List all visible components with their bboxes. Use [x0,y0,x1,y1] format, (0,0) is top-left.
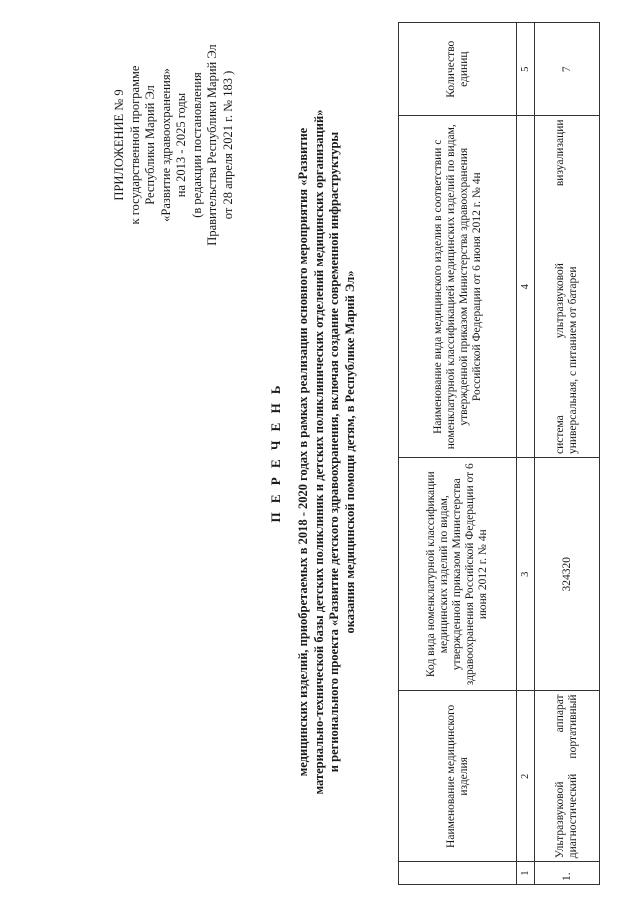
document-subtitle [296,7,358,897]
column-number-row [517,23,535,885]
annex-line: на 2013 - 2025 годы [174,92,188,198]
column-number: 2 [517,691,535,862]
row-number: 1. [535,862,600,885]
table-row [535,23,600,885]
table-header-row [399,23,517,885]
header-qty: Количество единиц [399,23,517,116]
subtitle-line: оказания медицинской помощи детям, в Республике Марий Эл» [342,270,357,634]
column-number: 1 [517,862,535,885]
devices-table [398,22,600,885]
column-number: 5 [517,23,535,116]
annex-line: от 28 апреля 2021 г. № 183 ) [220,70,235,220]
header-kind: Наименование вида медицинского изделия в соответствии с номенклатурной классификацией медицинских изделий по видам, утвержденной приказом Министерства здравоохранения Российской Федерации от 6 июня 2012 г. № 4н [399,116,517,458]
annex-line: Республики Марий Эл [143,85,157,205]
device-quantity: 7 [535,23,600,116]
annex-line: (в редакции постановления [189,72,204,218]
header-code: Код вида номенклатурной классификации медицинских изделий по видам, утвержденной приказом Министерства здравоохранения Российской Федерации от 6 июня 2012 г. № 4н [399,458,517,691]
column-number: 4 [517,116,535,458]
subtitle-line: медицинских изделий, приобретаемых в 2018 - 2020 годах в рамках реализации основного мероприятия «Развитие [296,127,310,777]
device-name-part: диагностический [567,773,579,859]
subtitle-line: и регионального проекта «Развитие детского здравоохранения, включая создание современной инфраструктуры [327,131,341,773]
device-kind-part: система [554,415,566,455]
device-kind-part: визуализации [554,119,566,187]
device-kind [535,116,600,458]
annex-line: «Развитие здравоохранения» [158,68,173,222]
device-name [535,691,600,862]
device-code: 324320 [535,458,600,691]
column-number: 3 [517,458,535,691]
document-title: П Е Р Е Ч Е Н Ь [268,382,283,523]
annex-line: ПРИЛОЖЕНИЕ № 9 [112,89,126,201]
subtitle-line: материально-технической базы детских поликлиник и детских поликлинических отделений медицинских организаций» [311,109,326,795]
device-kind-part: ультразвуковой [554,263,566,339]
device-kind-part: универсальная, с питанием от батареи [567,266,579,455]
header-num [399,862,517,885]
device-name-part: аппарат [554,694,566,733]
header-name: Наименование медицинского изделия [399,691,517,862]
annex-block [112,15,236,275]
device-name-part: Ультразвуковой [554,781,566,859]
annex-line: Правительства Республики Марий Эл [205,44,219,246]
device-name-part: портативный [567,694,579,759]
annex-line: к государственной программе [127,65,142,225]
